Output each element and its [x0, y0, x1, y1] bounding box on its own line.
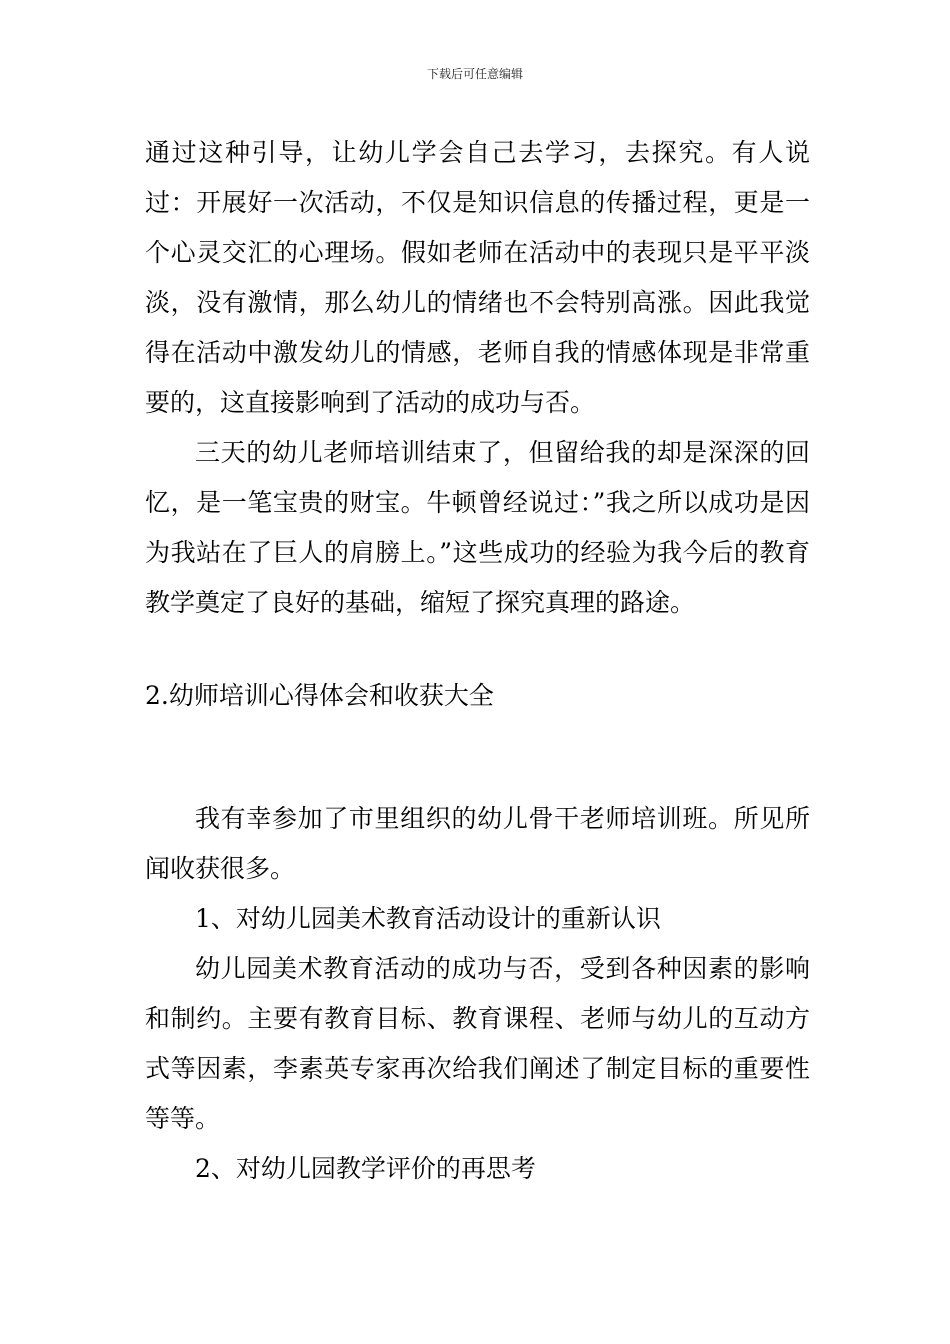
paragraph-3: 我有幸参加了市里组织的幼儿骨干老师培训班。所见所闻收获很多。	[145, 804, 810, 883]
document-body	[145, 128, 810, 1194]
paragraph-1: 通过这种引导，让幼儿学会自己去学习，去探究。有人说过：开展好一次活动，不仅是知识信息的传播过程，更是一个心灵交汇的心理场。假如老师在活动中的表现只是平平淡淡，没有激情，那么幼儿的情绪也不会特别高涨。因此我觉得在活动中激发幼儿的情感，老师自我的情感体现是非常重要的，这直接影响到了活动的成功与否。	[145, 138, 810, 417]
paragraph-4: 1、对幼儿园美术教育活动设计的重新认识	[195, 904, 661, 933]
section-heading: 2.幼师培训心得体会和收获大全	[145, 681, 494, 710]
paragraph-6: 2、对幼儿园教学评价的再思考	[195, 1154, 536, 1183]
paragraph-2: 三天的幼儿老师培训结束了，但留给我的却是深深的回忆，是一笔宝贵的财宝。牛顿曾经说过：”我之所以成功是因为我站在了巨人的肩膀上。”这些成功的经验为我今后的教育教学奠定了良好的基础，缩短了探究真理的路途。	[145, 438, 810, 617]
paragraph-5: 幼儿园美术教育活动的成功与否，受到各种因素的影响和制约。主要有教育目标、教育课程、老师与幼儿的互动方式等因素，李素英专家再次给我们阐述了制定目标的重要性等等。	[145, 954, 810, 1133]
page-header: 下载后可任意编辑	[426, 67, 523, 81]
